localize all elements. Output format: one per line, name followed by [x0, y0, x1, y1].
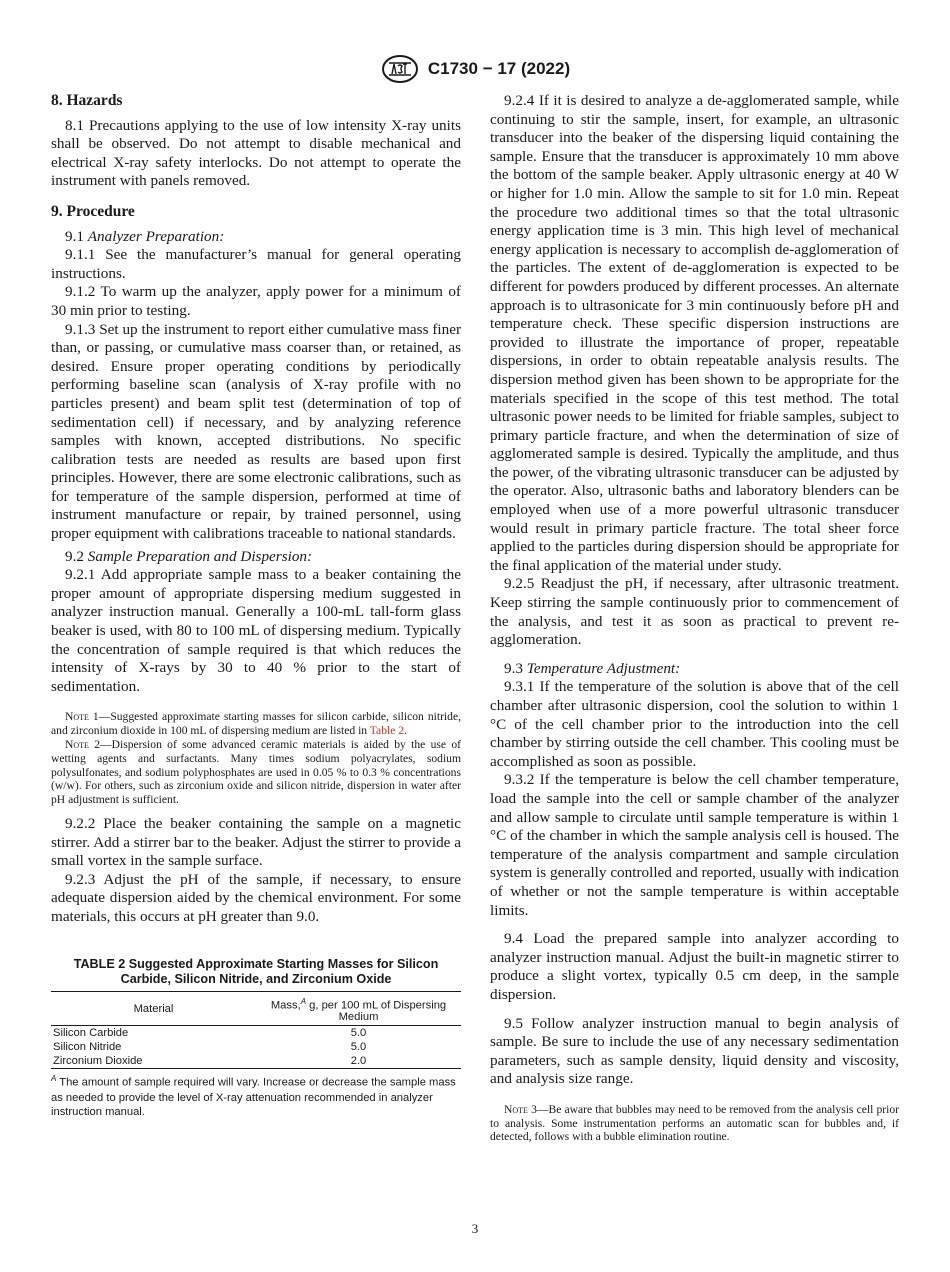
para-9-1-3: 9.1.3 Set up the instrument to report either cumulative mass finer than, or passing, or cumulative mass coarser than, or retained, as desired. Ensure proper operating conditions by periodically performing baseline scan (analysis of X-ray profile with no particles present) and beam split test (determination of top of sedimentation cell) if necessary, and by analyzing reference samples with known, accepted distributions. No specific calibration tests are needed as results are based upon first principles. However, there are some electronic calibrations, such as for temperature of the sample dispersion, performed at time of instrument manufacture or repair, by trained personnel, using proper equipment with calibrations traceable to national standards.	[51, 320, 461, 543]
para-9-1-1: 9.1.1 See the manufacturer’s manual for general operating instructions.	[51, 246, 461, 282]
section-9-heading: 9. Procedure	[51, 202, 135, 220]
para-9-1	[51, 228, 461, 247]
row-material: Zirconium Dioxide	[51, 1054, 256, 1069]
para-9-2-1: 9.2.1 Add appropriate sample mass to a beaker containing the proper amount of appropriate dispersing medium suggested in analyzer instruction manual. Generally a 100-mL tall-form glass beaker is used, with 80 to 100 mL of dispersing medium. Typically the concentration of sample required is that which reduces the intensity of X-rays by 30 to 40 % prior to the start of sedimentation.	[51, 566, 461, 695]
para-9-1-2: 9.1.2 To warm up the analyzer, apply power for a minimum of 30 min prior to testing.	[51, 283, 461, 319]
table-2-title: TABLE 2 Suggested Approximate Starting Masses for Silicon Carbide, Silicon Nitride, and Zirconium Oxide	[73, 956, 439, 986]
table-row	[51, 1040, 461, 1054]
row-mass: 2.0	[256, 1054, 461, 1069]
col-mass-label-rest: g, per 100 mL of Dispersing Medium	[306, 999, 447, 1024]
col-material-header: Material	[51, 991, 256, 1026]
row-mass: 5.0	[350, 1041, 367, 1054]
para-9-2-title: Sample Preparation and Dispersion:	[87, 547, 313, 565]
note-3-text: —Be aware that bubbles may need to be removed from the analysis cell prior to analysis. Some instrumentation performs an automatic scan for bubbles and, if detected, follows with a bubble elimination routine.	[490, 1102, 900, 1144]
page-header	[0, 54, 950, 84]
note-3-label: Note 3	[504, 1102, 537, 1116]
para-9-2-4: 9.2.4 If it is desired to analyze a de-agglomerated sample, while continuing to stir the sample, insert, for example, an ultrasonic transducer into the beaker of the dispersing liquid containing the sample. Ensure that the transducer is approximately 10 mm above the bottom of the sample beaker. Apply ultrasonic energy at 40 W or higher for 1.0 min. Allow the sample to sit for 1.0 min. Repeat the procedure two additional times so that the total ultrasonic energy application time is 3 min. This high level of mechanical energy application is necessary to accomplish de-agglomeration of the particles. The extent of de-agglomeration is expected to be different for powders produced by different processes. An alternate approach is to ultrasonicate for 3 min continuously before pH and temperature check. These specific dispersion instructions are provided to illustrate the importance of proper, repeatable dispersions, in order to obtain repeatable analysis results. The dispersion method given has been shown to be appropriate for the materials specified in the scope of this test method. The total ultrasonic power needs to be limited for friable samples, subject to primary particle fracture, and when the determination of size of agglomerated sample is desired. Typically the amplitude, and thus the power, of the vibrating ultrasonic transducer can be adjusted by the operator. Also, ultrasonic baths and laboratory blenders can be employed when use of a more powerful ultrasonic transducer would result in primary particle fracture. The total sheer force applied to the particles during dispersion should be appropriate for the final application of the material under study.	[490, 92, 899, 574]
para-9-3-number: 9.3	[504, 659, 527, 677]
table-2-footnote	[51, 1072, 461, 1120]
col-mass-footnote-mark: A	[300, 996, 307, 1006]
para-9-2-5: 9.2.5 Readjust the pH, if necessary, after ultrasonic treatment. Keep stirring the sample continuously prior to commencement of the analysis, and test it as soon as practical to prevent re-agglomeration.	[490, 575, 899, 649]
para-9-2-number: 9.2	[65, 547, 88, 565]
para-9-3-1: 9.3.1 If the temperature of the solution is above that of the cell chamber after ultrasonic dispersion, cool the solution to within 1 °C of the cell chamber prior to the introduction into the cell chamber by stirring outside the cell chamber. This cooling must be accomplished as soon as possible.	[490, 678, 899, 770]
para-9-3-title: Temperature Adjustment:	[526, 659, 681, 677]
row-material: Silicon Nitride	[53, 1041, 122, 1054]
table-2	[51, 991, 461, 1070]
table-2-link[interactable]: Table 2	[369, 724, 405, 738]
page-number: 3	[471, 1221, 479, 1236]
para-9-1-title: Analyzer Preparation:	[87, 227, 225, 245]
row-material: Silicon Carbide	[53, 1027, 129, 1040]
table-row	[51, 1054, 461, 1069]
note-3	[490, 1103, 899, 1144]
note-2-text: —Dispersion of some advanced ceramic materials is aided by the use of wetting agents and surfactants. Many times sodium polyacrylates, sodium polysulfonates, and sodium polyphosphates are used in 0.05 % to 0.3 % concentrations (w/w). For others, such as zirconium oxide and silicon nitride, dispersion in water after pH adjustment is sufficient.	[51, 738, 461, 807]
section-8-heading: 8. Hazards	[51, 92, 123, 109]
col-mass-header	[256, 991, 461, 1026]
para-9-4: 9.4 Load the prepared sample into analyzer according to analyzer instruction manual. Adjust the built-in magnetic stirrer to produce a slight vortex, typically 0.5 cm deep, in the sample dispersion.	[490, 930, 899, 1003]
para-9-2-3: 9.2.3 Adjust the pH of the sample, if necessary, to ensure adequate dispersion aided by the chemical environment. For some materials, this occurs at pH greater than 9.0.	[51, 870, 461, 925]
note-1-end: .	[404, 724, 407, 738]
note-1-text: —Suggested approximate starting masses for silicon carbide, silicon nitride, and zirconium dioxide in 100 mL of dispersing medium are listed in	[51, 710, 461, 738]
row-mass: 5.0	[350, 1027, 367, 1040]
col-mass-label: Mass,	[270, 999, 301, 1012]
table-row	[51, 1026, 461, 1041]
note-2-label: Note 2	[65, 738, 101, 751]
para-8-1: 8.1 Precautions applying to the use of low intensity X-ray units shall be observed. Do not attempt to disable mechanical and electrical X-ray safety interlocks. Do not attempt to operate the instrument with panels removed.	[51, 116, 461, 190]
left-column	[51, 92, 461, 1120]
footnote-mark: A	[51, 1074, 57, 1084]
para-9-3	[490, 660, 899, 679]
note-1	[51, 710, 461, 738]
para-9-2-2: 9.2.2 Place the beaker containing the sample on a magnetic stirrer. Add a stirrer bar to the beaker. Adjust the stirrer to provide a small vortex in the sample surface.	[51, 814, 461, 870]
standard-designation: C1730 − 17 (2022)	[427, 59, 571, 78]
para-9-3-2: 9.3.2 If the temperature is below the cell chamber temperature, load the sample into the cell or sample chamber of the analyzer and allow sample to circulate until sample temperature is within 1 °C of the chamber in which the sample analysis cell is housed. The temperature of the analysis compartment and sample circulation system is generally controlled and reported, usually with indication of whether or not the sample temperature is within acceptable limits.	[490, 771, 899, 919]
note-1-label: Note 1	[65, 710, 99, 724]
astm-logo-icon	[380, 54, 420, 84]
right-column	[490, 92, 899, 1144]
table-header-row	[51, 991, 461, 1026]
para-9-1-number: 9.1	[65, 227, 88, 245]
para-9-2	[51, 548, 461, 567]
para-9-5: 9.5 Follow analyzer instruction manual to begin analysis of sample. Be sure to include the use of any necessary sedimentation parameters, such as sample density, liquid density and viscosity, and analysis size range.	[490, 1014, 899, 1088]
note-2	[51, 738, 461, 807]
footnote-text: The amount of sample required will vary. Increase or decrease the sample mass as needed to provide the level of X-ray attenuation recommended in analyzer instruction manual.	[51, 1077, 456, 1119]
